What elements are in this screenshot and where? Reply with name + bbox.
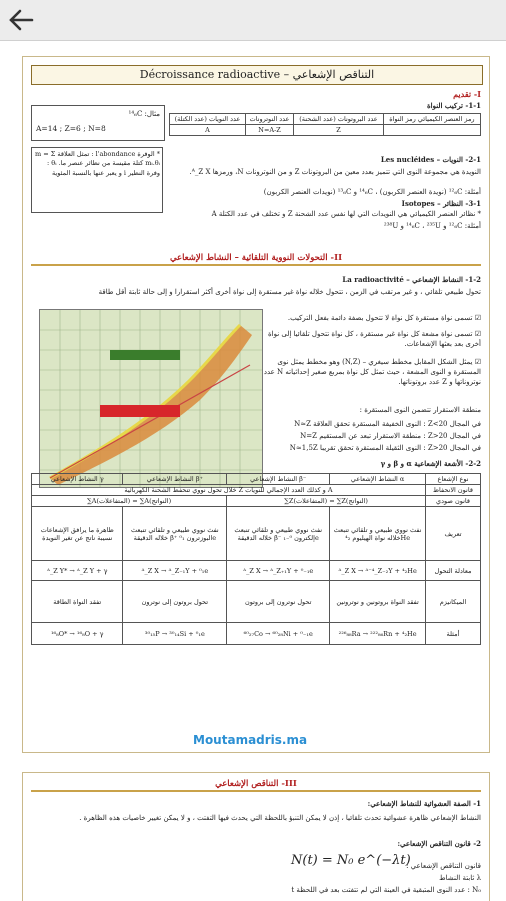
arrow-left-icon[interactable] — [8, 8, 34, 32]
radiation-table-header: نوع الإشعاع — [426, 474, 481, 485]
radiation-table-cell: ³⁰₁₅P → ³⁰₁₄Si + ⁰₁e — [123, 623, 227, 645]
radiation-table-cell: قانون الانحفاظ — [426, 485, 481, 496]
decay-law-item: λ ثابتة النشاط — [439, 874, 481, 882]
radiation-table-cell: تفقد النواة الطاقة — [32, 581, 123, 623]
nucleus-table — [169, 113, 481, 136]
app-bar — [0, 0, 506, 41]
radiation-table-cell: تحول بروتون إلى نوترون — [123, 581, 227, 623]
radiation-table-cell: ᴬ_Z X → ᴬ_Z₋₁Y + ⁰₁e — [123, 561, 227, 581]
sub-1-3: 3-1- النظائر – Isotopes — [401, 199, 481, 208]
segre-diagram — [39, 309, 263, 488]
stable-nucleus-text: ☑ تسمى نواة مستقرة كل نواة لا تتحول بصفة دائمة بفعل التركيب. — [287, 314, 481, 322]
sub-1-2: 2-1- النويات – Les nucléides — [380, 155, 481, 164]
isotope-text: * نظائر العنصر الكيميائي هي النويدات التي لها نفس عدد الشحنة Z و تختلف في عدد الكتلة A — [211, 210, 481, 218]
radiation-table-cell: تعريف — [426, 507, 481, 561]
section-3-heading: III- التناقص الإشعاعي — [31, 779, 481, 792]
radiation-table-cell: ²²⁶₈₈Ra → ²²²₈₆Rn + ⁴₂He — [330, 623, 426, 645]
radiation-table-cell: خلال تحول نووي تنحفظ الشحنة الكهربائية Z و كذلك العدد الإجمالي للنويات A — [32, 485, 426, 496]
radioactivity-text: تحول طبيعي تلقائي ، و غير مرتقب في الزمن ، تتحول خلاله نواة غير مستقرة إلى نواة أخرى أكثر استقرارا و إلى حالة ثابتة أقل طاقة — [98, 288, 481, 296]
radiation-table-cell: ∑Z(المتفاعلات) = ∑Z(النواتج) — [227, 496, 426, 507]
radiation-table-cell: نفث نووي طبيعي و تلقائي تنبعث خلاله الدقيقة β⁺ البوزترون ⁰₁e — [123, 507, 227, 561]
radiation-table-header: النشاط الإشعاعي γ — [32, 474, 123, 485]
nucleus-table-cell: Z — [294, 125, 384, 136]
stability-light: في المجال Z<20 : النوى الخفيفة المستقرة تحقق العلاقة N≈Z — [294, 420, 481, 428]
site-logo: Moutamadris.ma — [193, 733, 308, 747]
radiation-table — [31, 473, 481, 645]
nuclide-examples: أمثلة: ¹²₆C (نويدة العنصر الكربون) ، ¹⁴₆C و ¹³₆C (نويدات العنصر الكربون) — [263, 188, 481, 196]
page-title: Décroissance radioactive – التناقص الإشعاعي — [31, 65, 483, 85]
document-page — [22, 56, 490, 753]
radiation-table-cell: قانون صودي — [426, 496, 481, 507]
example-box — [31, 105, 165, 141]
nucleus-table-cell — [383, 125, 480, 136]
stability-zone: منطقة الاستقرار تتضمن النوى المستقرة : — [359, 406, 481, 414]
stability-heavy: في المجال Z>20 : النوى الثقيلة المستقرة تحقق تقريبا N≈1,5Z — [289, 444, 481, 452]
radiation-table-cell: أمثلة — [426, 623, 481, 645]
document-page-2 — [22, 772, 490, 901]
radiation-table-header: النشاط الإشعاعي α — [330, 474, 426, 485]
nucleus-table-header: عدد النويات (عدد الكتلة) — [170, 114, 246, 125]
section-2-heading: II- التحولات النووية التلقائية – النشاط الإشعاعي — [31, 253, 481, 266]
sub-2-2: 2-2- الأشعة الإشعاعية α و β و γ — [380, 459, 481, 468]
radiation-table-cell: معادلة التحول — [426, 561, 481, 581]
sub-3-2: 2- قانون التناقص الإشعاعي: — [397, 839, 481, 848]
nucleus-table-header: رمز العنصر الكيميائي رمز النواة — [383, 114, 480, 125]
radiation-table-cell: الميكانيزم — [426, 581, 481, 623]
nuclide-text: النويدة هي مجموعة النوى التي تتميز بعدد معين من البروتونات Z و من النوترونات N، ورمزها ᴬ_Z X. — [189, 168, 481, 176]
decay-law-label: قانون التناقص الإشعاعي : — [406, 862, 481, 870]
abundance-box: * الوفرة l'abondance : تمثل العلاقة m = Σ mᵢ.θᵢ كتلة مقيسة من نظائر عنصر ما. θᵢ : وفرة النظير i و يعبر عنها بالنسبة المئوية — [31, 147, 163, 213]
stability-mid: في المجال Z>20 : منطقة الاستقرار تبعد عن المستقيم N=Z — [300, 432, 481, 440]
radiation-table-cell: ظاهرة ما يرافق الإشعاعات نسيبة ناتج عن تغير النويدة — [32, 507, 123, 561]
nucleus-table-header: عدد البروتونات (عدد الشحنة) — [294, 114, 384, 125]
decay-law-formula: N(t) = N₀ e^(−λt) — [291, 853, 411, 868]
radiation-table-cell: تفقد النواة بروتونين و نوترونين — [330, 581, 426, 623]
radiation-table-header: النشاط الإشعاعي β⁻ — [227, 474, 330, 485]
radiation-table-cell: تحول نوترون إلى بروتون — [227, 581, 330, 623]
radiation-table-cell: نفث نووي طبيعي و تلقائي تنبعث خلاله الدقيقة β⁻ إلكترون ⁰₋₁e — [227, 507, 330, 561]
radiation-table-cell: نفث نووي طبيعي و تلقائي تنبعث خلاله نواة الهيليوم ⁴₂He — [330, 507, 426, 561]
sub-1-1: 1-1- تركيب النواة — [427, 101, 481, 110]
nucleus-table-cell: A — [170, 125, 246, 136]
radiation-table-cell: ᴬ_Z X → ᴬ_Z₊₁Y + ⁰₋₁e — [227, 561, 330, 581]
sub-3-1: 1- الصفة العشوائية للنشاط الإشعاعي: — [367, 799, 481, 808]
segre-description: ☑ يمثل الشكل المقابل مخطط سيغري – (N,Z) وهو مخطط يمثل نوى المستقرة و النوى المشعة ، حيث تمثل كل نواة بمربع صغير إحداثياته N عدد نوتروناتها و Z عدد بروتوناتها. — [263, 358, 481, 387]
section-1-heading: I- تقديم — [453, 89, 481, 99]
sub-2-1: 1-2- النشاط الإشعاعي – La radioactivité — [342, 275, 481, 284]
radiation-table-cell: ¹⁶₈O* → ¹⁶₈O + γ — [32, 623, 123, 645]
example-label: مثال: ¹⁴₆C — [128, 110, 160, 118]
radiation-table-cell: ᴬ_Z X → ᴬ⁻⁴_Z₋₂Y + ⁴₂He — [330, 561, 426, 581]
radiation-table-header: النشاط الإشعاعي β⁺ — [123, 474, 227, 485]
isotope-examples: أمثلة: ¹²₆C و ¹⁴₆C ، ²³⁵U و ²³⁸U — [383, 222, 481, 230]
radioactive-nucleus-text: ☑ تسمى نواة مشعة كل نواة غير مستقرة ، كل نواة تتحول تلقائيا إلى نواة أخرى بعد بعثها الإشعاعات. — [268, 330, 481, 349]
radiation-table-cell: ∑A(المتفاعلات) = ∑A(النواتج) — [32, 496, 227, 507]
nucleus-table-header: عدد النوترونات — [245, 114, 293, 125]
radiation-table-cell: ⁶⁰₂₇Co → ⁶⁰₂₈Ni + ⁰₋₁e — [227, 623, 330, 645]
random-nature-text: النشاط الإشعاعي ظاهرة عشوائية تحدث تلقائيا ، إذن لا يمكن التنبؤ باللحظة التي يحدث فيها التفتت ، و لا يمكن تغيير خاصيات هذه الظاهرة . — [79, 814, 481, 822]
radiation-table-cell: ᴬ_Z Y* → ᴬ_Z Y + γ — [32, 561, 123, 581]
example-values: A=14 ; Z=6 ; N=8 — [36, 124, 106, 133]
nucleus-table-cell: N=A-Z — [245, 125, 293, 136]
decay-law-item: N₀ : عدد النوى المتبقية في العينة التي لم تتفتت بعد في اللحظة t — [291, 886, 481, 894]
